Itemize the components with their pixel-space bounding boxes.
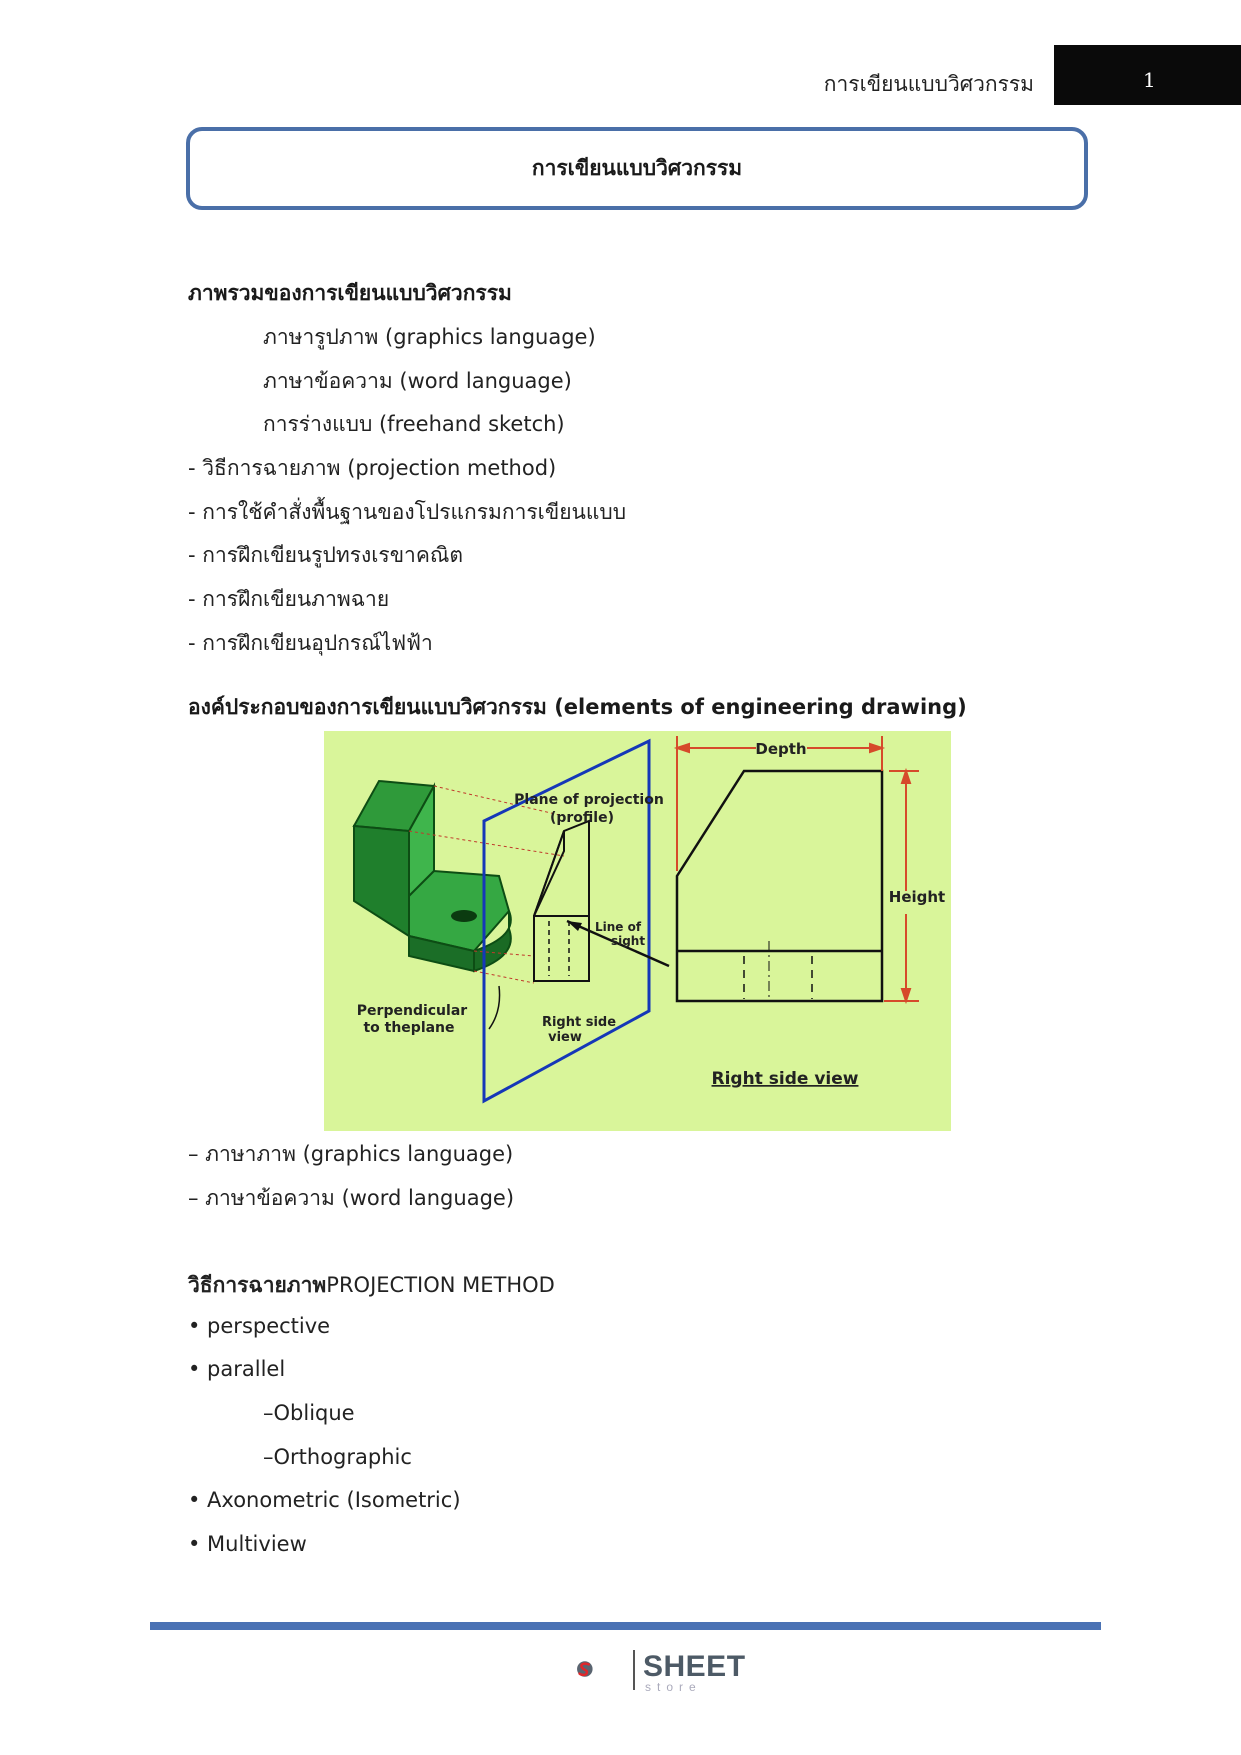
overview-indented-item: ภาษารูปภาพ (graphics language) [263, 325, 596, 349]
header-title: การเขียนแบบวิศวกรรม [823, 72, 1034, 96]
overview-indented-item: การร่างแบบ (freehand sketch) [263, 412, 565, 436]
sheet-store-logo-icon [576, 1644, 636, 1694]
projection-item: • Axonometric (Isometric) [188, 1488, 461, 1512]
isometric-object [354, 781, 511, 971]
elements-heading: องค์ประกอบของการเขียนแบบวิศวกรรม (elements of engineering drawing) [188, 695, 967, 719]
footer-divider [150, 1622, 1101, 1630]
page-number: 1 [1143, 68, 1156, 92]
projection-heading [188, 1269, 555, 1302]
projection-figure [324, 731, 951, 1131]
projection-heading-english: PROJECTION METHOD [326, 1273, 555, 1297]
overview-dashed-item: - การใช้คำสั่งพื้นฐานของโปรแกรมการเขียนแบบ [188, 500, 627, 524]
projection-subitem: –Oblique [263, 1401, 355, 1425]
overview-dashed-item: - การฝึกเขียนภาพฉาย [188, 587, 390, 611]
line-of-sight-label-2: sight [610, 934, 646, 948]
projection-item: • perspective [188, 1314, 331, 1338]
overview-dashed-item: - วิธีการฉายภาพ (projection method) [188, 456, 557, 480]
perpendicular-label-2: to theplane [363, 1020, 455, 1036]
profile-label: (profile) [549, 810, 615, 826]
overview-dashed-item: - การฝึกเขียนอุปกรณ์ไฟฟ้า [188, 631, 433, 655]
document-title: การเขียนแบบวิศวกรรม [531, 156, 743, 180]
overview-indented-item: ภาษาข้อความ (word language) [263, 369, 572, 393]
logo-divider [633, 1650, 635, 1690]
projection-heading-thai: วิธีการฉายภาพ [188, 1273, 327, 1297]
overview-dashed-item: - การฝึกเขียนรูปทรงเรขาคณิต [188, 543, 464, 567]
line-of-sight-label-1: Line of [594, 920, 642, 934]
plane-label: Plane of projection [514, 792, 664, 808]
projection-subitem: –Orthographic [263, 1445, 412, 1469]
projection-item: • parallel [188, 1357, 286, 1381]
perpendicular-label-1: Perpendicular [356, 1003, 468, 1019]
logo-text: SHEET [643, 1650, 746, 1683]
depth-label: Depth [755, 740, 807, 758]
elements-item: – ภาษาภาพ (graphics language) [188, 1142, 514, 1166]
right-side-label-2: view [548, 1030, 582, 1045]
document-title-box [186, 127, 1088, 210]
logo-subtext: store [645, 1680, 702, 1694]
right-side-view-caption: Right side view [711, 1069, 859, 1089]
projection-item: • Multiview [188, 1532, 307, 1556]
overview-heading: ภาพรวมของการเขียนแบบวิศวกรรม [188, 281, 512, 305]
plane-right-side-view [534, 821, 589, 981]
right-side-label-1: Right side [541, 1015, 617, 1030]
elements-item: – ภาษาข้อความ (word language) [188, 1186, 515, 1210]
height-label: Height [888, 888, 946, 906]
right-side-view-drawing [677, 771, 882, 1001]
